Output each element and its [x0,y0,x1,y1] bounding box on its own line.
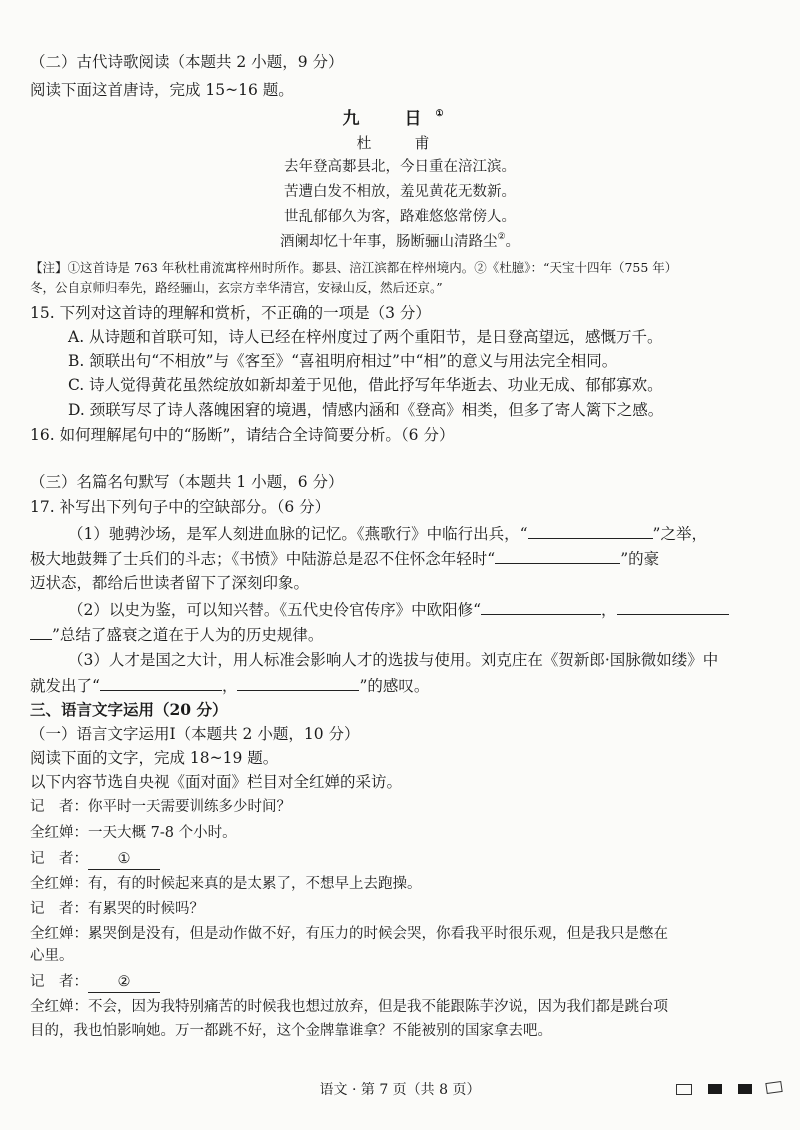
q17-text: 极大地鼓舞了士兵们的斗志；《书愤》中陆游总是忍不住怀念年轻时“ [30,550,496,568]
answer-blank-3[interactable] [481,599,601,615]
interview-line-5: 记 者：有累哭的时候吗？ [30,901,204,917]
interview-intro: 以下内容节选自央视《面对面》栏目对全红婵的采访。 [30,773,403,791]
marker-square-filled-icon [738,1084,752,1094]
note-mark-1: ① [435,109,458,119]
q17-text: ”之举， [652,525,707,543]
answer-blank-2[interactable] [495,548,620,564]
poem-title [0,109,800,129]
question-17-part-3-line-1: （3）人才是国之大计，用人标准会影响人才的选拔与使用。刘克庄在《贺新郎·国脉微如缕》中 [68,651,719,669]
poem-note-line-2: 冬，公自京师归奉先，路经骊山，玄宗方幸华清宫，安禄山反，然后还京。” [30,280,443,295]
interview-line-6a: 全红婵：累哭倒是没有，但是动作做不好，有压力的时候会哭，你看我平时很乐观，但是我只是憋在 [30,926,668,942]
question-16-stem: 16. 如何理解尾句中的“肠断”，请结合全诗简要分析。（6 分） [30,426,455,444]
note-mark-2: ② [497,232,506,242]
question-15-option-c: C. 诗人觉得黄花虽然绽放如新却羞于见他，借此抒写年华逝去、功业无成、郁郁寡欢。 [68,376,663,394]
question-15-option-a: A. 从诗题和首联可知，诗人已经在梓州度过了两个重阳节，是日登高望远，感慨万千。 [68,328,663,346]
answer-blank-interview-1[interactable]: ① [88,849,160,870]
instruction-poetry: 阅读下面这首唐诗，完成 15~16 题。 [30,81,294,99]
interview-line-6b: 心里。 [30,948,74,964]
q17-text: ”总结了盛衰之道在于人为的历史规律。 [52,626,324,644]
speaker-label: 记 者： [30,851,88,867]
speaker-label: 记 者： [30,974,88,990]
interview-line-7 [30,972,160,993]
interview-line-8a: 全红婵：不会，因为我特别痛苦的时候我也想过放弃，但是我不能跟陈芋汐说，因为我们都是跳台项 [30,999,668,1015]
section-heading-recitation: （三）名篇名句默写（本题共 1 小题，6 分） [30,473,344,491]
question-17-part-3-line-2 [30,675,429,696]
poem-line-3: 世乱郁郁久为客，路难悠悠常傍人。 [284,209,516,225]
q17-text: （2）以史为鉴，可以知兴替。《五代史伶官传序》中欧阳修“ [68,601,482,619]
section-heading-poetry: （二）古代诗歌阅读（本题共 2 小题，9 分） [30,53,344,71]
question-17-part-2-line-2 [30,624,323,645]
q17-text: ”的感叹。 [359,677,430,695]
part-3-heading: 三、语言文字运用（20 分） [30,700,228,719]
poem-note-line-1: 【注】①这首诗是 763 年秋杜甫流寓梓州时所作。郪县、涪江滨都在梓州境内。②《杜臆》：“天宝十四年（755 年） [30,260,678,275]
interview-line-2: 全红婵：一天大概 7-8 个小时。 [30,825,237,841]
question-15-stem: 15. 下列对这首诗的理解和赏析，不正确的一项是（3 分） [30,304,431,322]
marker-square-outline-icon [676,1084,692,1095]
answer-blank-interview-2[interactable]: ② [88,972,160,993]
q17-text: （1）驰骋沙场，是军人刻进血脉的记忆。《燕歌行》中临行出兵，“ [68,525,528,543]
question-15-option-b: B. 颔联出句“不相放”与《客至》“喜祖明府相过”中“相”的意义与用法完全相同。 [68,352,618,370]
page-footer: 语文 · 第 7 页（共 8 页） [319,1082,481,1098]
poem-line-2: 苦遭白发不相放，羞见黄花无数新。 [284,184,516,200]
interview-line-8b: 目的，我也怕影响她。万一都跳不好，这个金牌靠谁拿？不能被别的国家拿去吧。 [30,1023,552,1039]
q17-text: ， [601,601,617,619]
q17-text: 就发出了“ [30,677,100,695]
question-17-part-1-line-1 [68,523,707,544]
question-17-part-2-line-1 [68,599,729,620]
poem-line-4-text: 酒阑却忆十年事，肠断骊山清路尘 [279,234,498,250]
question-17-part-1-line-2 [30,548,659,569]
interview-line-1: 记 者：你平时一天需要训练多少时间？ [30,799,291,815]
question-17-part-1-line-3: 迈状态，都给后世读者留下了深刻印象。 [30,574,310,592]
question-17-stem: 17. 补写出下列句子中的空缺部分。（6 分） [30,498,331,516]
answer-blank-4b[interactable] [30,624,52,640]
interview-line-3 [30,849,160,870]
marker-square-filled-icon [708,1084,722,1094]
part-3-sub-heading: （一）语言文字运用Ⅰ（本题共 2 小题，10 分） [30,725,360,743]
answer-blank-6[interactable] [237,675,359,691]
q17-text: ， [221,677,238,695]
poem-title-text: 九 日 [342,109,436,129]
interview-line-4: 全红婵：有，有的时候起来真的是太累了，不想早上去跑操。 [30,876,422,892]
answer-blank-5[interactable] [100,675,222,691]
instruction-language: 阅读下面的文字，完成 18~19 题。 [30,749,279,767]
poem-line-4-end: 。 [505,234,521,250]
answer-blank-4a[interactable] [617,599,729,615]
poem-author: 杜 甫 [356,134,444,152]
marker-square-outline-icon [765,1081,782,1094]
answer-blank-1[interactable] [528,523,653,539]
poem-line-1: 去年登高郪县北，今日重在涪江滨。 [284,159,516,175]
q17-text: ”的豪 [620,550,660,568]
question-15-option-d: D. 颈联写尽了诗人落魄困窘的境遇，情感内涵和《登高》相类，但多了寄人篱下之感。 [68,401,664,419]
poem-line-4 [0,232,800,252]
